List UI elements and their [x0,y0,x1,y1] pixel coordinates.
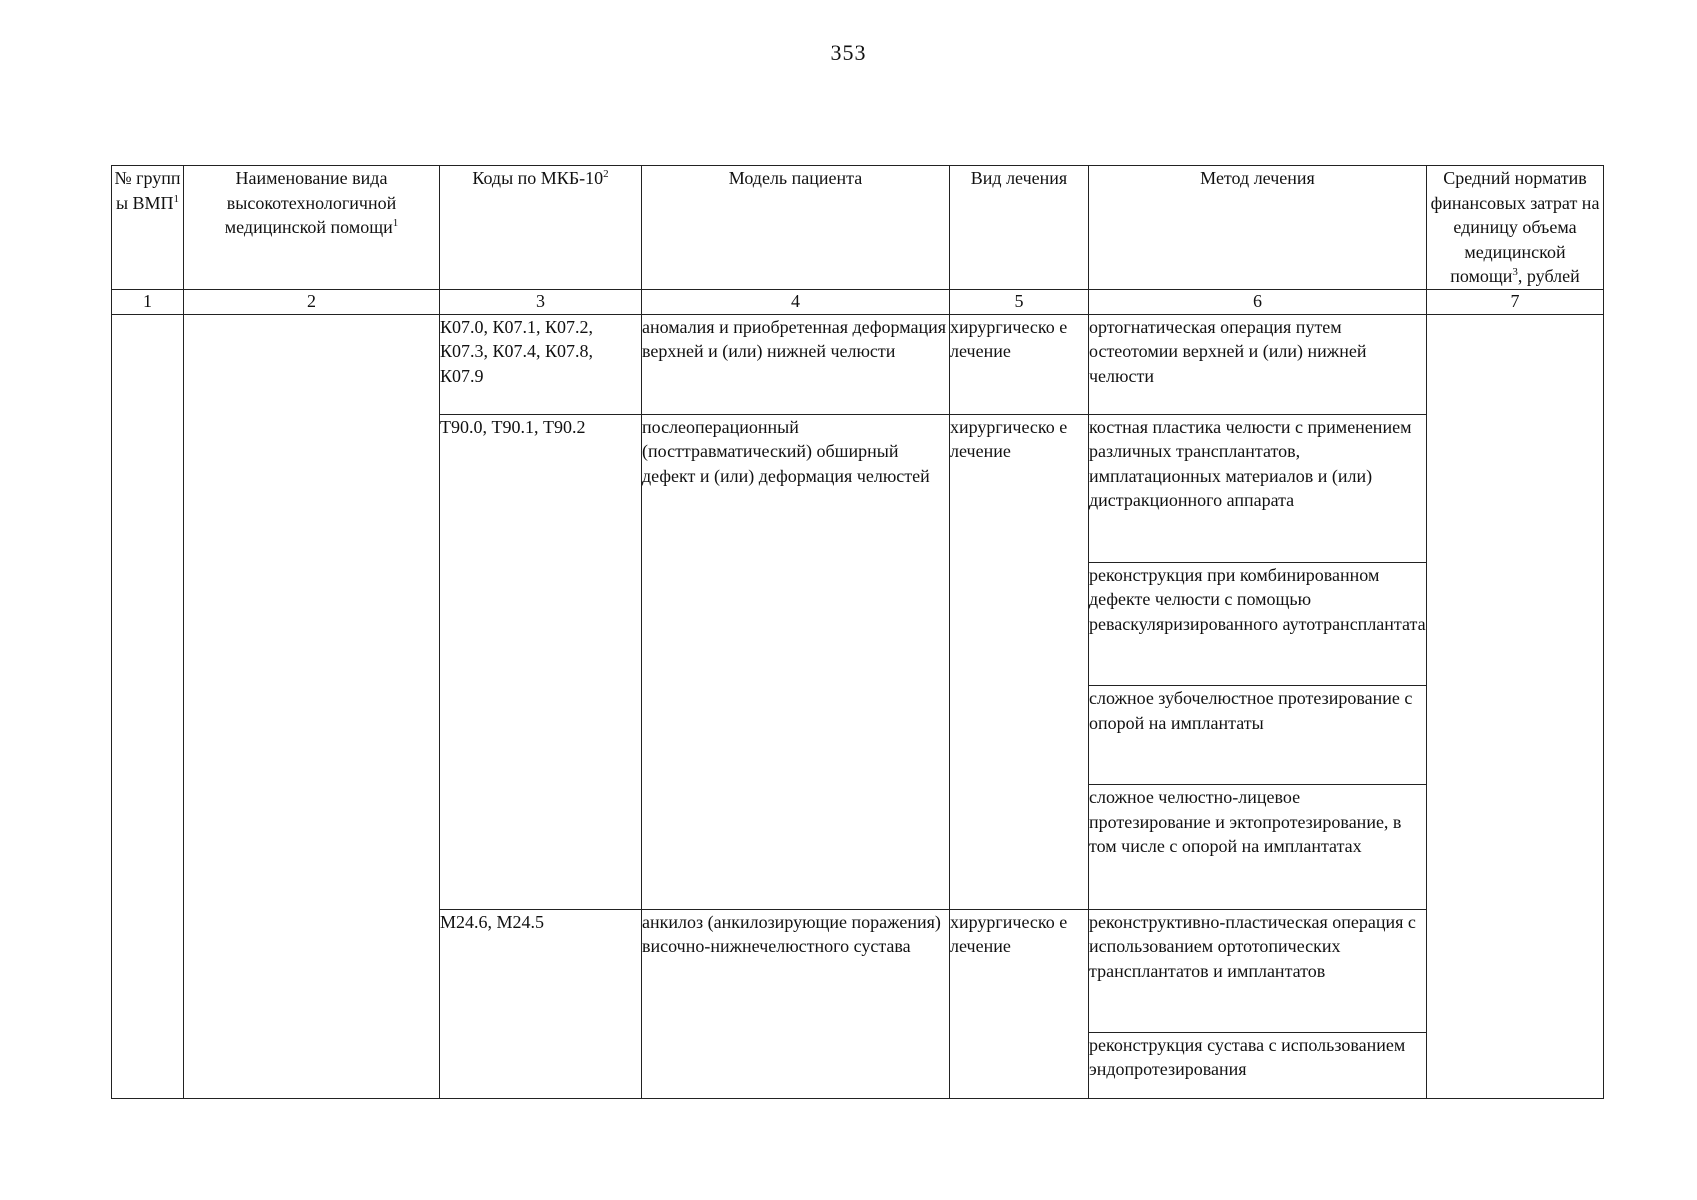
header-treatment-method: Метод лечения [1089,166,1427,290]
column-number: 1 [112,289,184,314]
treatment-method-cell: сложное челюстно-лицевое протезирование и эктопротезирование, в том числе с опорой на имплантатах [1089,785,1427,909]
column-number: 6 [1089,289,1427,314]
treatment-method-cell: ортогнатическая операция путем остеотомии верхней и (или) нижней челюсти [1089,314,1427,414]
treatment-method-cell: реконструкция сустава с использованием эндопротезирования [1089,1032,1427,1098]
icd-codes-cell: Т90.0, Т90.1, Т90.2 [440,414,642,909]
treatment-type-cell: хирургическо е лечение [950,909,1089,1098]
header-care-type: Наименование вида высокотехнологичной медицинской помощи$^1$ [184,166,440,290]
icd-codes-cell: К07.0, К07.1, К07.2, К07.3, К07.4, К07.8, К07.9 [440,314,642,414]
group-number-cell [112,314,184,1099]
table-row [112,314,1604,414]
patient-model-cell: послеоперационный (посттравматический) обширный дефект и (или) деформация челюстей [642,414,950,909]
treatment-type-cell: хирургическо е лечение [950,314,1089,414]
table-header-row [112,166,1604,290]
header-treatment-type: Вид лечения [950,166,1089,290]
treatment-method-cell: реконструкция при комбинированном дефекте челюсти с помощью реваскуляризированного аутотрансплантата [1089,562,1427,685]
icd-codes-cell: М24.6, М24.5 [440,909,642,1098]
treatment-method-cell: сложное зубочелюстное протезирование с опорой на имплантаты [1089,686,1427,785]
column-number: 3 [440,289,642,314]
column-number-row [112,289,1604,314]
treatment-type-cell: хирургическо е лечение [950,414,1089,909]
treatment-method-cell: реконструктивно-пластическая операция с использованием ортотопических трансплантатов и имплантатов [1089,909,1427,1032]
header-group-number: № групп ы ВМП$^1$ [112,166,184,290]
header-patient-model: Модель пациента [642,166,950,290]
treatment-method-cell: костная пластика челюсти с применением различных трансплантатов, имплатационных материалов и (или) дистракционного аппарата [1089,414,1427,562]
page-number: 353 [830,40,867,65]
medical-care-table [111,165,1604,1099]
care-type-cell [184,314,440,1099]
column-number: 5 [950,289,1089,314]
column-number: 2 [184,289,440,314]
patient-model-cell: анкилоз (анкилозирующие поражения) височно-нижнечелюстного сустава [642,909,950,1098]
column-number: 7 [1427,289,1604,314]
header-cost-standard: Средний норматив финансовых затрат на единицу объема медицинской помощи$^3$, рублей [1427,166,1604,290]
patient-model-cell: аномалия и приобретенная деформация верхней и (или) нижней челюсти [642,314,950,414]
column-number: 4 [642,289,950,314]
cost-standard-cell [1427,314,1604,1099]
header-icd-codes: Коды по МКБ-$10^2$ [440,166,642,290]
